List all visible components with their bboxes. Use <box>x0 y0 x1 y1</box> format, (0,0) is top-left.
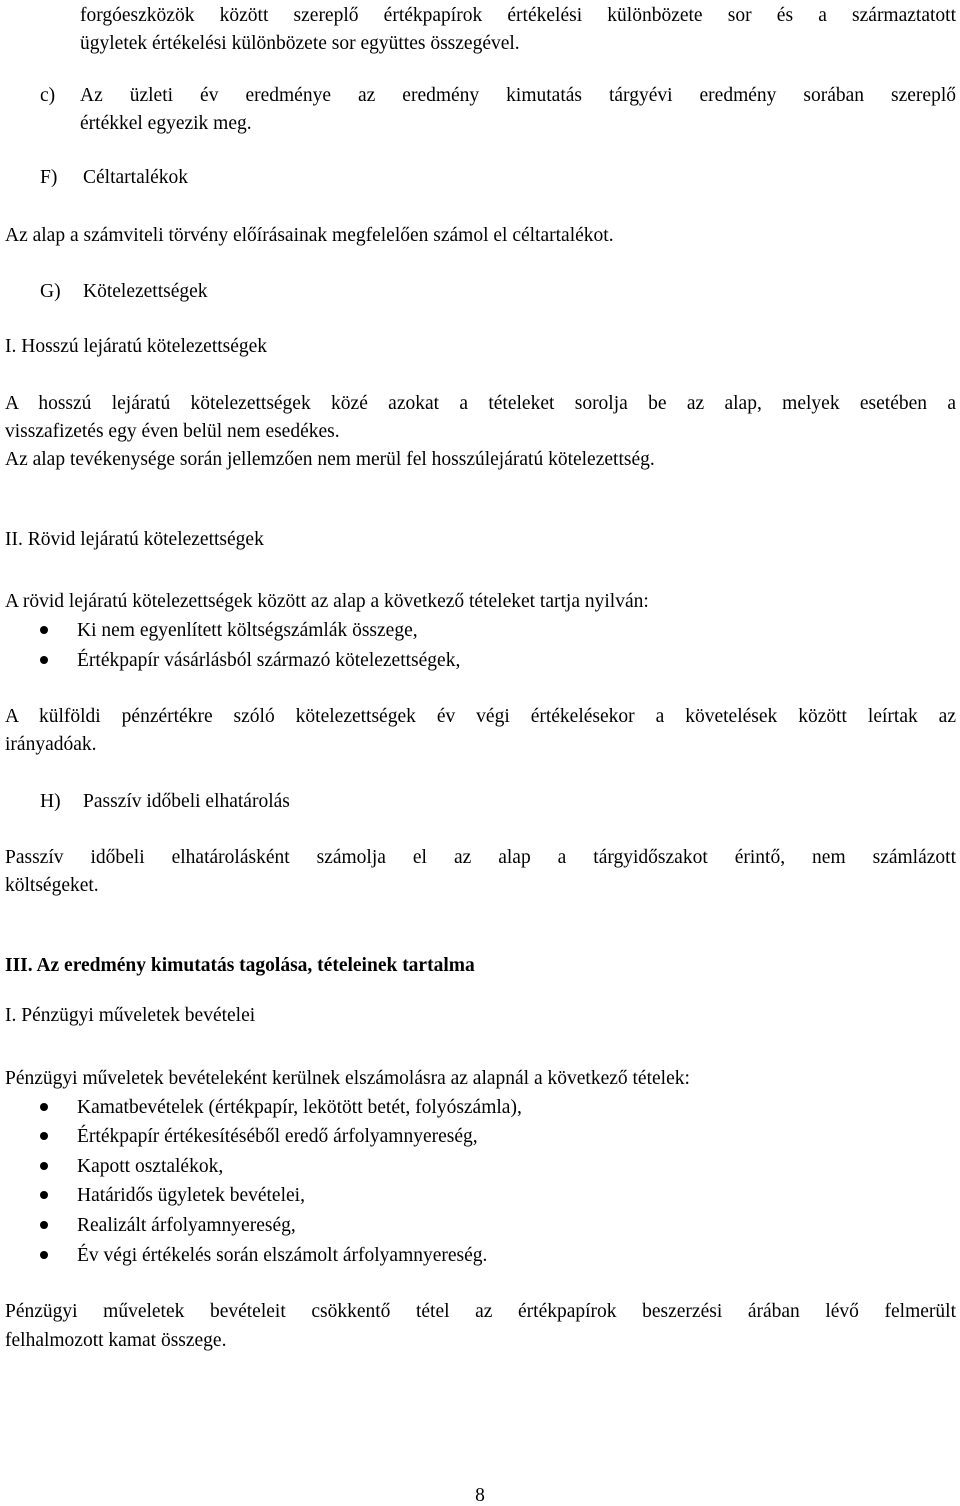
chapter-iii-sub1-title: I. Pénzügyi műveletek bevételei <box>5 1005 256 1026</box>
section-g-sub1-title: I. Hosszú lejáratú kötelezettségek <box>5 336 268 357</box>
section-g-title: Kötelezettségek <box>83 281 208 302</box>
chapter-iii-bullet-2: Értékpapír értékesítéséből eredő árfolyamnyereség, <box>77 1126 478 1147</box>
bullet-dot-icon <box>40 1132 48 1140</box>
chapter-iii-bullet-6: Év végi értékelés során elszámolt árfolyamnyereség. <box>77 1245 488 1266</box>
chapter-iii-bullet-1: Kamatbevételek (értékpapír, lekötött betét, folyószámla), <box>77 1097 522 1118</box>
bullet-dot-icon <box>40 656 48 664</box>
section-g-sub1-line-3: Az alap tevékenysége során jellemzően nem merül fel hosszúlejáratú kötelezettség. <box>5 449 655 470</box>
chapter-iii-bullet-4: Határidős ügyletek bevételei, <box>77 1185 305 1206</box>
page-number: 8 <box>475 1485 485 1506</box>
bullet-dot-icon <box>40 1191 48 1199</box>
section-g-sub2-intro: A rövid lejáratú kötelezettségek között az alap a következő tételeket tartja nyilván: <box>5 591 649 612</box>
section-g-sub1-line-2: visszafizetés egy éven belül nem esedékes. <box>5 421 340 442</box>
section-g-sub1-line-1: A hosszú lejáratú kötelezettségek közé azokat a tételeket sorolja be az alap, melyek esetében a <box>5 393 956 414</box>
chapter-iii-sub1-intro: Pénzügyi műveletek bevételeként kerülnek elszámolásra az alapnál a következő tételek: <box>5 1068 690 1089</box>
chapter-iii-closing-1: Pénzügyi műveletek bevételeit csökkentő tétel az értékpapírok beszerzési árában lévő felmerült <box>5 1301 956 1322</box>
bullet-dot-icon <box>40 1162 48 1170</box>
chapter-iii-bullet-5: Realizált árfolyamnyereség, <box>77 1215 296 1236</box>
item-c-line-2: értékkel egyezik meg. <box>80 113 252 134</box>
section-f-paragraph: Az alap a számviteli törvény előírásainak megfelelően számol el céltartalékot. <box>5 225 614 246</box>
chapter-iii-bullet-3: Kapott osztalékok, <box>77 1156 224 1177</box>
item-c-marker: c) <box>40 85 56 106</box>
section-h-line-1: Passzív időbeli elhatárolásként számolja el az alap a tárgyidőszakot érintő, nem számlázott <box>5 847 956 868</box>
section-g-sub2-title: II. Rövid lejáratú kötelezettségek <box>5 529 264 550</box>
section-g-sub2-bullet-1: Ki nem egyenlített költségszámlák összege, <box>77 620 418 641</box>
section-g-sub2-closing-1: A külföldi pénzértékre szóló kötelezettségek év végi értékelésekor a követelések között leírtak az <box>5 706 956 727</box>
continuation-line-1: forgóeszközök között szereplő értékpapírok értékelési különbözete sor és a származtatott <box>80 5 956 26</box>
section-g-sub2-closing-2: irányadóak. <box>5 734 97 755</box>
section-g-sub2-bullet-2: Értékpapír vásárlásból származó kötelezettségek, <box>77 650 461 671</box>
section-f-marker: F) <box>40 167 58 188</box>
bullet-dot-icon <box>40 1103 48 1111</box>
section-h-title: Passzív időbeli elhatárolás <box>83 791 290 812</box>
bullet-dot-icon <box>40 1251 48 1259</box>
bullet-dot-icon <box>40 1221 48 1229</box>
continuation-line-2: ügyletek értékelési különbözete sor együttes összegével. <box>80 33 520 54</box>
section-f-title: Céltartalékok <box>83 167 189 188</box>
bullet-dot-icon <box>40 626 48 634</box>
section-h-marker: H) <box>40 791 61 812</box>
chapter-iii-closing-2: felhalmozott kamat összege. <box>5 1330 227 1351</box>
item-c-line-1: Az üzleti év eredménye az eredmény kimutatás tárgyévi eredmény sorában szereplő <box>80 85 956 106</box>
section-g-marker: G) <box>40 281 61 302</box>
section-h-line-2: költségeket. <box>5 875 99 896</box>
chapter-iii-title: III. Az eredmény kimutatás tagolása, tételeinek tartalma <box>5 955 475 976</box>
